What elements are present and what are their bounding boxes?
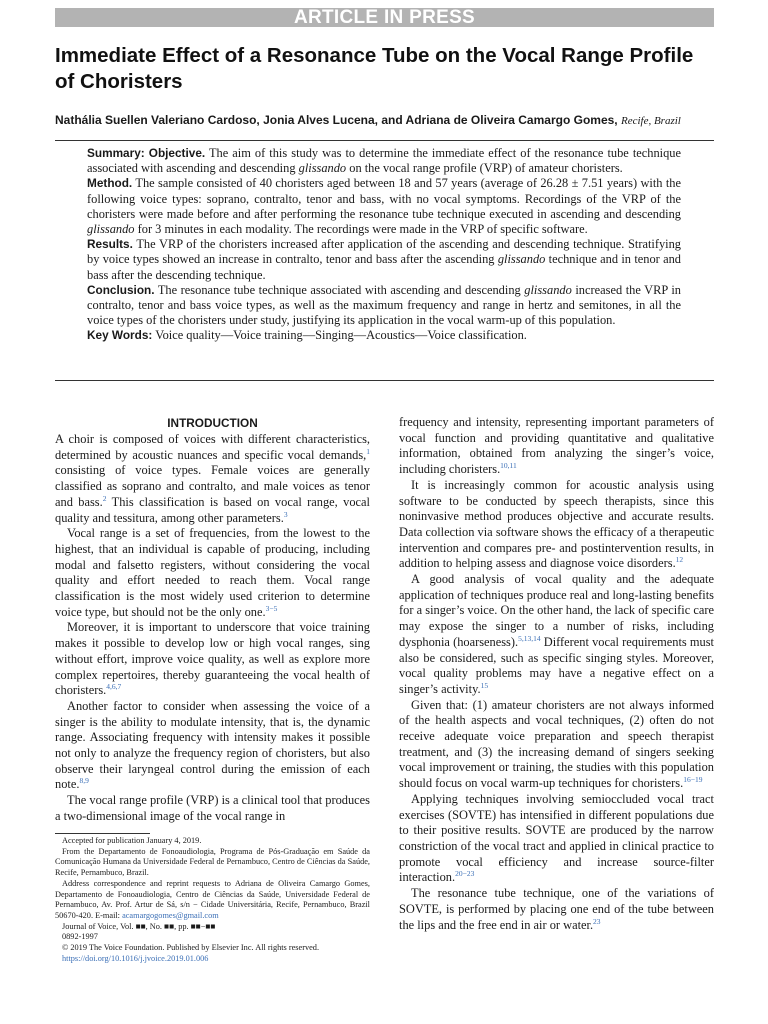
abstract-conclusion (87, 283, 681, 329)
paragraph: Given that: (1) amateur choristers are not always informed of the health aspects and vocal techniques, (2) often do not receive adequate voice preparation and speech therapist treatment, and (3) the increasing demand of singers seeking vocal improvement or training, the studies with this population should focus on vocal warm-up techniques for choristers.$^{16-19}$ (399, 697, 714, 791)
footnotes (55, 836, 370, 964)
paragraph: Another factor to consider when assessing the voice of a singer is the ability to modulate intensity, that is, the dynamic range. Associating frequency with intensity makes it possible not only to analyze the frequency region of choristers, but also observe their laryngeal control during the emission of each note.$^{8,9}$ (55, 698, 370, 792)
abstract-method (87, 176, 681, 237)
issn-note: 0892-1997 (62, 932, 98, 942)
abstract-top-rule (55, 140, 714, 141)
method-label: Method. (87, 176, 133, 191)
objective-emphasis: glissando (298, 161, 347, 176)
footnote-rule (55, 833, 150, 834)
abstract-keywords (87, 328, 681, 343)
affiliation-note: From the Departamento de Fonoaudiologia, Programa de Pós-Graduação em Saúde da Comunicação Humana da Universidade Federal de Pernambuco, Centro de Ciências da Saúde, Recife, Pernambuco, Brazil. (55, 846, 370, 878)
journal-note: Journal of Voice, Vol. ■■, No. ■■, pp. ■■−■■ (62, 921, 216, 931)
paragraph: The vocal range profile (VRP) is a clinical tool that produces a two-dimensional image of the vocal range in (55, 793, 370, 823)
abstract (87, 146, 681, 344)
conclusion-text: The resonance tube technique associated with ascending and descending (157, 282, 521, 297)
citation[interactable]: 23 (593, 916, 601, 926)
objective-text: The aim of this study was to determine the immediate effect of the resonance tube technique associated with ascending and descending (87, 146, 681, 176)
citation[interactable]: 2 (102, 493, 107, 503)
right-column (399, 415, 714, 933)
author-location: Recife, Brazil (620, 115, 681, 127)
keywords-label: Key Words: (87, 328, 153, 343)
copyright-note: © 2019 The Voice Foundation. Published by Elsevier Inc. All rights reserved. (62, 943, 320, 953)
results-text: The VRP of the choristers increased after application of the ascending and descending technique. Stratifying by voice types showed an increase in contralto, tenor and bass after the ascending (87, 237, 681, 267)
conclusion-label: Conclusion. (87, 282, 155, 297)
paragraph: Vocal range is a set of frequencies, from the lowest to the highest, that an individual is capable of producing, including modal and falsetto registers, without considering the vocal quality and effort needed to reach them. Vocal range classification is the most widely used criterion to determine voice type, but should not be the only one.$^{3-5}$ (55, 526, 370, 619)
paragraph: It is increasingly common for acoustic analysis using software to be conducted by speech therapists, since this noninvasive method produces objective and accurate results. Data collection via software shows the efficacy of a therapeutic intervention and compares pre- and postintervention results, in addition to helping assess and diagnose voice disorders.$^{12}$ (399, 477, 714, 571)
introduction-heading: INTRODUCTION (167, 416, 258, 430)
method-text: The sample consisted of 40 choristers aged between 18 and 57 years (average of 26.28 ± 7.51 years) with the following voice types: soprano, contralto, tenor and bass, with no vocal symptoms. Recordings of the VRP of the choristers were made before and after performing the resonance tube technique executed in ascending and descending (87, 176, 681, 221)
citation[interactable]: 10,11 (500, 461, 517, 471)
results-text-end: technique and in tenor and bass after the descending technique. (87, 252, 681, 282)
article-title: Immediate Effect of a Resonance Tube on the Vocal Range Profile of Choristers (55, 44, 694, 93)
author-line (55, 113, 715, 129)
citation[interactable]: 15 (480, 680, 489, 690)
paragraph: A good analysis of vocal quality and the adequate application of techniques produce real and long-lasting benefits for a singer’s voice. On the other hand, the lack of specific care may expose the singer to a number of risks, including dysphonia (hoarseness).$^{5,13,14}$ Different vocal requirements must also be considered, such as specific singing styles. Moreover, vocal quality problems may have a negative effect on a singer’s activity.$^{15}$ (399, 572, 714, 696)
citation[interactable]: 12 (675, 555, 684, 565)
paragraph: The resonance tube technique, one of the variations of SOVTE, is performed by placing one end of the tube between the lips and the free end in air or water.$^{23}$ (399, 886, 714, 932)
objective-label: Objective. (148, 146, 206, 160)
citation[interactable]: 3 (283, 509, 288, 519)
results-emphasis: glissando (497, 252, 546, 267)
keywords-text: Voice quality—Voice training—Singing—Acoustics—Voice classification. (155, 328, 527, 343)
paragraph: Applying techniques involving semioccluded vocal tract exercises (SOVTE) has intensified in different populations due to their positive results. SOVTE are produced by the narrow constriction of the vocal tract and applied in clinical practice to promote vocal efficiency and increase source-filter interaction.$^{20-23}$ (399, 791, 714, 885)
correspondence-note: Address correspondence and reprint requests to Adriana de Oliveira Camargo Gomes, Departamento de Fonoaudiologia, Centro de Ciências da Saúde, Universidade Federal de Pernambuco, Av. Prof. Artur de Sá, s/n − Cidade Universitária, Recife, Pernambuco, Brazil 50670-420. E-mail: acamargogomes@gmail.com (55, 878, 370, 920)
summary-label: Summary: (87, 146, 145, 160)
author-names: Nathália Suellen Valeriano Cardoso, Jonia Alves Lucena, and Adriana de Oliveira Camargo Gomes, (55, 113, 618, 127)
email-link[interactable]: acamargogomes@gmail.com (122, 910, 219, 920)
objective-text-end: on the vocal range profile (VRP) of amateur choristers. (349, 161, 623, 176)
citation[interactable]: 5,13,14 (518, 633, 541, 643)
method-text-end: for 3 minutes in each modality. The recordings were made in the VRP of specific software. (137, 222, 588, 237)
accepted-note: Accepted for publication January 4, 2019. (62, 836, 202, 845)
method-emphasis: glissando (87, 222, 135, 237)
paragraph: Moreover, it is important to underscore that voice training makes it possible to develop low or high vocal ranges, sing without effort, improve voice quality, as well as explore more complex repertoires, thereby guaranteeing the vocal health of choristers.$^{4,6,7}$ (55, 620, 370, 698)
citation[interactable]: 8,9 (79, 776, 89, 786)
paragraph: A choir is composed of voices with different characteristics, determined by acoustic nuances and specific vocal demands,$^1$ consisting of voice types. Female voices are generally classified as soprano and contralto, and male voices as tenor and bass.$^2$ This classification is based on vocal range, vocal quality and tessitura, among other parameters.$^3$ (55, 432, 371, 525)
results-label: Results. (87, 237, 133, 252)
paragraph: frequency and intensity, representing important parameters of vocal function and providing quantitative and qualitative information, obtained from analyzing the singer’s voice, including choristers.$^{10,11}$ (399, 415, 714, 477)
left-column (55, 415, 370, 825)
article-in-press-banner: ARTICLE IN PRESS (55, 8, 714, 27)
conclusion-emphasis: glissando (524, 282, 572, 297)
abstract-objective (87, 146, 681, 176)
conclusion-text-end: increased the VRP in contralto, tenor and bass voice types, as well as the maximum frequency and range in hertz and semitones, in all the voice types of the choristers under study, justifying its application in the vocal warm-up of this population. (87, 282, 681, 328)
citation[interactable]: 4,6,7 (106, 682, 122, 692)
citation[interactable]: 3−5 (265, 603, 278, 613)
citation[interactable]: 16−19 (683, 775, 703, 785)
citation[interactable]: 20−23 (455, 869, 475, 879)
doi-link[interactable]: https://doi.org/10.1016/j.jvoice.2019.01.006 (62, 953, 209, 963)
abstract-bottom-rule (55, 380, 714, 381)
abstract-results (87, 237, 681, 283)
citation[interactable]: 1 (366, 446, 370, 456)
